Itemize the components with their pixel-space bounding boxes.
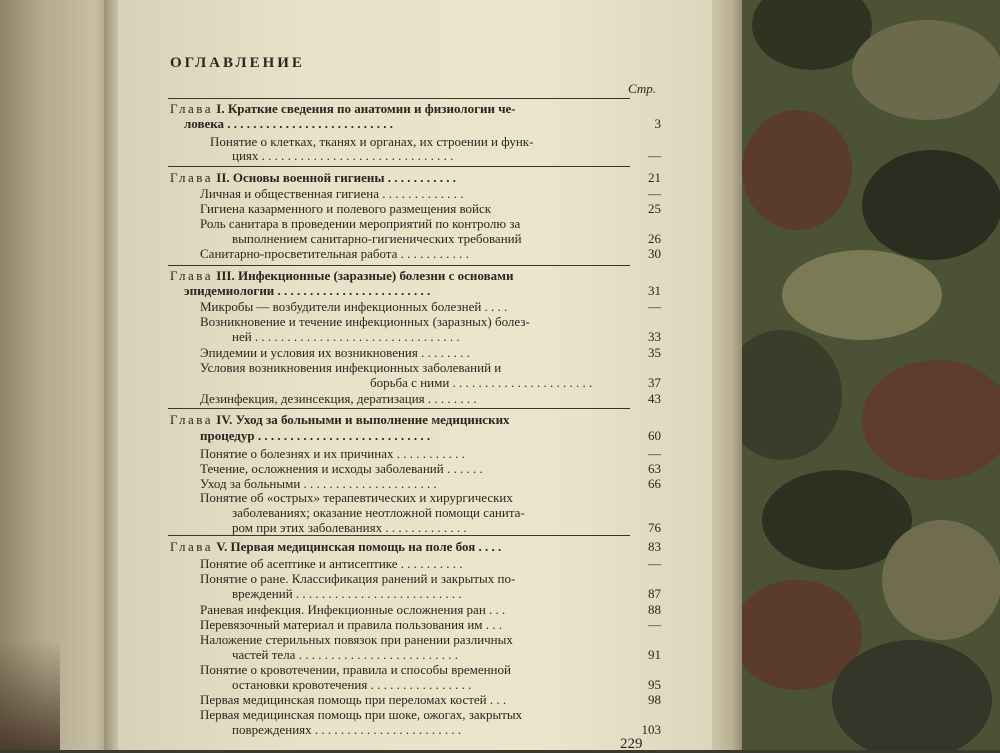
toc-page-number: 76 bbox=[648, 520, 661, 535]
toc-item-cont: борьба с ними . . . . . . . . . . . . . . . . . . . . . . bbox=[370, 375, 593, 390]
toc-page-number: 31 bbox=[648, 283, 661, 298]
toc-item: Понятие о клетках, тканях и органах, их строении и функ- bbox=[210, 134, 534, 149]
chapter-rule bbox=[168, 535, 630, 536]
toc-page-number: 98 bbox=[648, 692, 661, 707]
toc-item-cont: повреждениях . . . . . . . . . . . . . . . . . . . . . . . bbox=[232, 722, 462, 737]
toc-page-number: 25 bbox=[648, 201, 661, 216]
toc-chapter-4-cont: процедур . . . . . . . . . . . . . . . . . . . . . . . . . . . bbox=[200, 428, 431, 443]
toc-item-cont: ней . . . . . . . . . . . . . . . . . . . . . . . . . . . . . . . . bbox=[232, 329, 460, 344]
toc-item: Роль санитара в проведении мероприятий по контролю за bbox=[200, 216, 521, 231]
toc-page-number: 3 bbox=[654, 116, 661, 131]
toc-item: Понятие о кровотечении, правила и способы временной bbox=[200, 662, 511, 677]
toc-page-number: 33 bbox=[648, 329, 661, 344]
toc-item: Понятие об асептике и антисептике . . . . . . . . . . bbox=[200, 556, 463, 571]
toc-heading: ОГЛАВЛЕНИЕ bbox=[170, 55, 305, 71]
toc-item: Условия возникновения инфекционных заболеваний и bbox=[200, 360, 502, 375]
toc-item-cont: ром при этих заболеваниях . . . . . . . . . . . . . bbox=[232, 520, 467, 535]
toc-item: Возникновение и течение инфекционных (заразных) болез- bbox=[200, 314, 530, 329]
toc-item-cont: выполнением санитарно-гигиенических требований bbox=[232, 231, 522, 246]
toc-item-cont: циях . . . . . . . . . . . . . . . . . . . . . . . . . . . . . . bbox=[232, 148, 454, 163]
toc-item-cont: вреждений . . . . . . . . . . . . . . . . . . . . . . . . . . bbox=[232, 586, 462, 601]
toc-chapter-1: Глава I. Краткие сведения по анатомии и физиологии че- bbox=[170, 101, 516, 116]
footer-page-number: 229 bbox=[620, 736, 643, 752]
toc-item: Дезинфекция, дезинсекция, дератизация . . . . . . . . bbox=[200, 391, 477, 406]
toc-item: Понятие об «острых» терапевтических и хирургических bbox=[200, 490, 513, 505]
toc-page-number: 66 bbox=[648, 476, 661, 491]
toc-page-number: 87 bbox=[648, 586, 661, 601]
toc-item: Наложение стерильных повязок при ранении различных bbox=[200, 632, 513, 647]
toc-item: Раневая инфекция. Инфекционные осложнения ран . . . bbox=[200, 602, 506, 617]
toc-page-number: 37 bbox=[648, 375, 661, 390]
toc-page-number: — bbox=[648, 446, 661, 461]
toc-item: Уход за больными . . . . . . . . . . . . . . . . . . . . . bbox=[200, 476, 437, 491]
toc-page-number: 43 bbox=[648, 391, 661, 406]
toc-page-number: 26 bbox=[648, 231, 661, 246]
toc-item-cont: частей тела . . . . . . . . . . . . . . . . . . . . . . . . . bbox=[232, 647, 458, 662]
chapter-rule bbox=[168, 408, 630, 409]
toc-page-number: 35 bbox=[648, 345, 661, 360]
toc-item: Перевязочный материал и правила пользования им . . . bbox=[200, 617, 502, 632]
toc-chapter-1-cont: ловека . . . . . . . . . . . . . . . . . . . . . . . . . . bbox=[184, 116, 394, 131]
toc-item: Понятие о болезнях и их причинах . . . . . . . . . . . bbox=[200, 446, 465, 461]
toc-page-number: — bbox=[648, 556, 661, 571]
toc-page-number: 83 bbox=[648, 539, 661, 554]
toc-item: Первая медицинская помощь при переломах костей . . . bbox=[200, 692, 507, 707]
toc-item: Микробы — возбудители инфекционных болезней . . . . bbox=[200, 299, 508, 314]
toc-item: Течение, осложнения и исходы заболеваний . . . . . . bbox=[200, 461, 483, 476]
chapter-rule bbox=[168, 98, 630, 99]
toc-item: Личная и общественная гигиена . . . . . . . . . . . . . bbox=[200, 186, 464, 201]
toc-item-cont: остановки кровотечения . . . . . . . . . . . . . . . . bbox=[232, 677, 472, 692]
toc-item: Понятие о ране. Классификация ранений и закрытых по- bbox=[200, 571, 516, 586]
toc-item: Первая медицинская помощь при шоке, ожогах, закрытых bbox=[200, 707, 523, 722]
toc-page-number: — bbox=[648, 617, 661, 632]
toc-item-cont: заболеваниях; оказание неотложной помощи санита- bbox=[232, 505, 525, 520]
toc-item: Эпидемии и условия их возникновения . . . . . . . . bbox=[200, 345, 470, 360]
toc-chapter-5: Глава V. Первая медицинская помощь на поле боя . . . . bbox=[170, 539, 502, 554]
chapter-rule bbox=[168, 166, 630, 167]
toc-item: Санитарно-просветительная работа . . . . . . . . . . . bbox=[200, 246, 469, 261]
toc-chapter-3: Глава III. Инфекционные (заразные) болезни с основами bbox=[170, 268, 514, 283]
toc-page-number: 95 bbox=[648, 677, 661, 692]
toc-chapter-4: Глава IV. Уход за больными и выполнение медицинских bbox=[170, 412, 510, 427]
toc-chapter-2: Глава II. Основы военной гигиены . . . . . . . . . . . bbox=[170, 170, 457, 185]
toc-page-number: 103 bbox=[641, 722, 661, 737]
toc-page-number: — bbox=[648, 186, 661, 201]
toc-page-number: 60 bbox=[648, 428, 661, 443]
toc-item: Гигиена казарменного и полевого размещения войск bbox=[200, 201, 492, 216]
toc-page-number: 88 bbox=[648, 602, 661, 617]
toc-page-number: 91 bbox=[648, 647, 661, 662]
toc-page-number: — bbox=[648, 148, 661, 163]
page-column-label: Стр. bbox=[628, 81, 656, 96]
toc-chapter-3-cont: эпидемиологии . . . . . . . . . . . . . . . . . . . . . . . . bbox=[184, 283, 431, 298]
toc-page-number: 30 bbox=[648, 246, 661, 261]
toc-page-number: — bbox=[648, 299, 661, 314]
toc-page-number: 21 bbox=[648, 170, 661, 185]
toc-page-number: 63 bbox=[648, 461, 661, 476]
chapter-rule bbox=[168, 265, 630, 266]
